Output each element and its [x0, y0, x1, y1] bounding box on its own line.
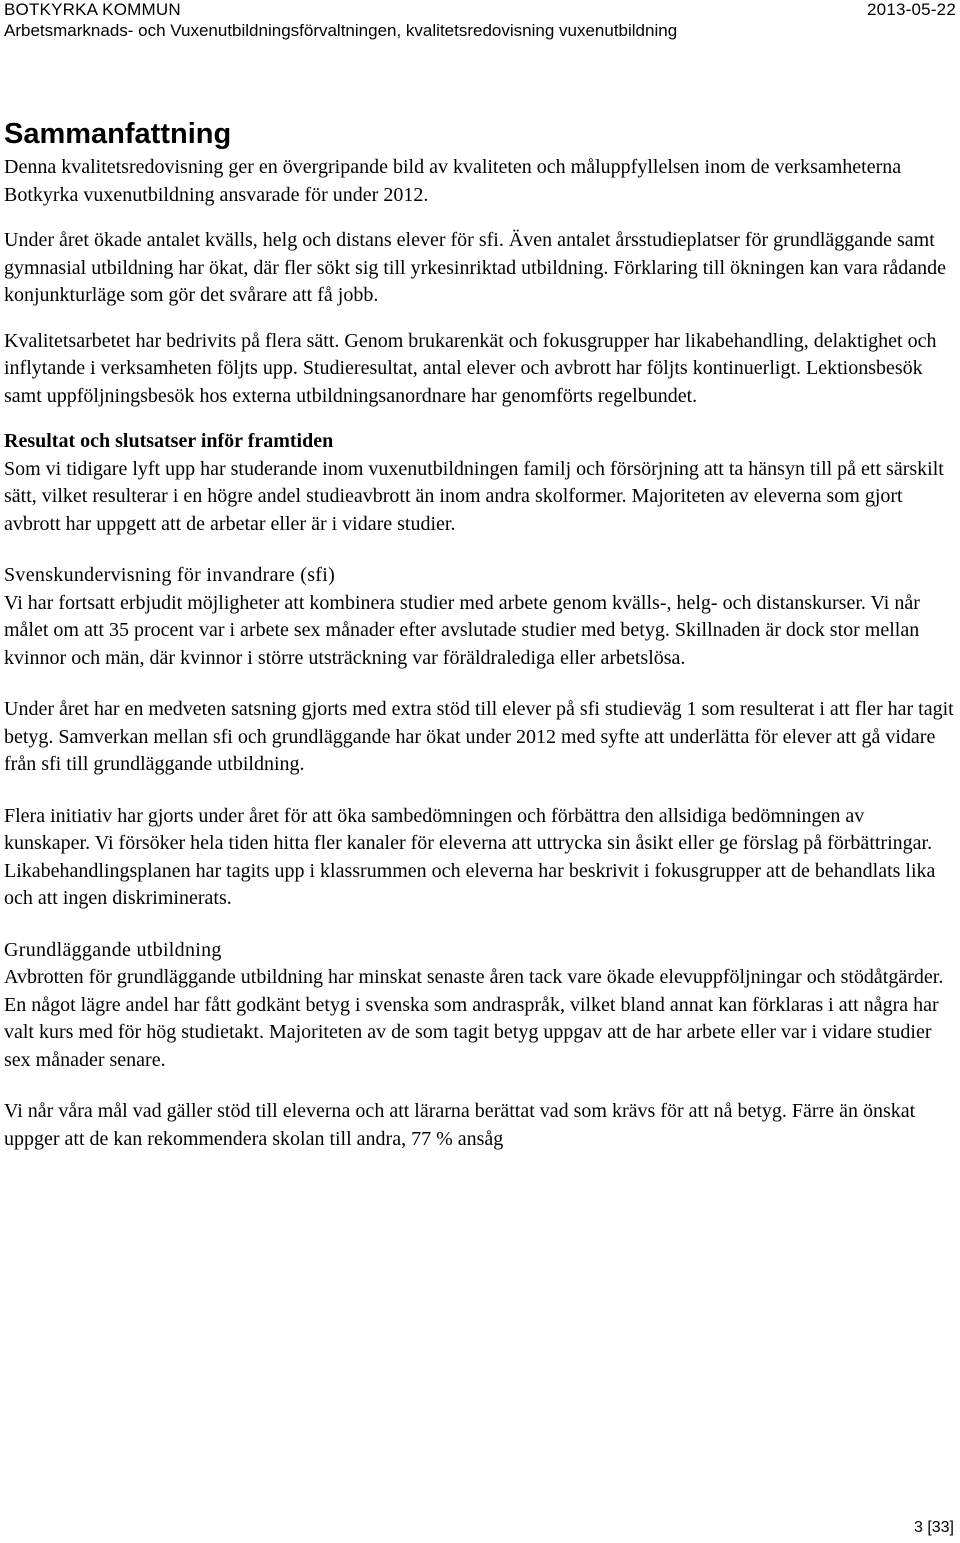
- document-date: 2013-05-22: [867, 0, 956, 19]
- quality-work-paragraph: Kvalitetsarbetet har bedrivits på flera sätt. Genom brukarenkät och fokusgrupper har likabehandling, delaktighet och inflytande i verksamheten följts upp. Studieresultat, antal elever och avbrott har följts kontinuerligt. Lektionsbesök samt uppföljningsbesök hos externa utbildningsanordnare har genomförts regelbundet.: [4, 329, 937, 407]
- document-body: [4, 114, 954, 1153]
- department-name: Arbetsmarknads- och Vuxenutbildningsförvaltningen, kvalitetsredovisning vuxenutbildning: [4, 21, 678, 40]
- sfi-paragraph-3: Flera initiativ har gjorts under året för att öka sambedömningen och förbättra den allsidiga bedömningen av kunskaper. Vi försöker hela tiden hitta fler kanaler för eleverna att uttrycka sin åsikt eller ge förslag på förbättringar. Likabehandlingsplanen har tagits upp i klassrummen och eleverna har beskrivit i fokusgrupper att de behandlats lika och att ingen diskriminerats.: [4, 804, 936, 909]
- intro-paragraph: Denna kvalitetsredovisning ger en övergripande bild av kvaliteten och måluppfyllelsen inom de verksamheterna Botkyrka vuxenutbildning ansvarade för under 2012.: [4, 156, 902, 206]
- basic-education-paragraph-1: Avbrotten för grundläggande utbildning har minskat senaste åren tack vare ökade elevuppföljningar och stödåtgärder. En något lägre andel har fått godkänt betyg i svenska som andraspråk, vilket bland annat kan förklaras i att några har valt kurs med för hög studietakt. Majoriteten av de som tagit betyg uppgav att de har arbete eller var i vidare studier sex månader senare.: [4, 966, 944, 1071]
- basic-education-paragraph-2: Vi når våra mål vad gäller stöd till eleverna och att lärarna berättat vad som krävs för att nå betyg. Färre än önskat uppger att de kan rekommendera skolan till andra, 77 % ansåg: [4, 1100, 916, 1150]
- basic-education-heading: Grundläggande utbildning: [4, 938, 222, 961]
- sfi-heading: Svenskundervisning för invandrare (sfi): [4, 564, 336, 586]
- page-number: 3 [33]: [913, 1519, 954, 1536]
- results-paragraph: Som vi tidigare lyft upp har studerande inom vuxenutbildningen familj och försörjning att ta hänsyn till på ett särskilt sätt, vilket resulterar i en högre andel studieavbrott än inom andra skolformer. Majoriteten av eleverna som gjort avbrott har uppgett att de arbetar eller är i vidare studier.: [4, 457, 944, 535]
- header-top-line: [4, 0, 956, 20]
- results-heading: Resultat och slutsatser inför framtiden: [4, 430, 334, 452]
- students-paragraph: Under året ökade antalet kvälls, helg och distans elever för sfi. Även antalet årsstudieplatser för grundläggande samt gymnasial utbildning har ökat, där fler sökt sig till yrkesinriktad utbildning. Förklaring till ökningen kan vara rådande konjunkturläge som gör det svårare att få jobb.: [4, 229, 947, 306]
- page-title: Sammanfattning: [4, 118, 232, 150]
- page-header: [4, 0, 956, 42]
- sfi-paragraph-2: Under året har en medveten satsning gjorts med extra stöd till elever på sfi studieväg 1 som resulterat i att fler har tagit betyg. Samverkan mellan sfi och grundläggande har ökat under 2012 med syfte att underlätta för elever att gå vidare från sfi till grundläggande utbildning.: [4, 698, 954, 775]
- organization-name: BOTKYRKA KOMMUN: [4, 0, 181, 19]
- sfi-paragraph-1: Vi har fortsatt erbjudit möjligheter att kombinera studier med arbete genom kvälls-, helg- och distanskurser. Vi når målet om att 35 procent var i arbete sex månader efter avslutade studier med betyg. Skillnaden är dock stor mellan kvinnor och män, där kvinnor i större utsträckning var föräldralediga eller arbetslösa.: [4, 591, 920, 669]
